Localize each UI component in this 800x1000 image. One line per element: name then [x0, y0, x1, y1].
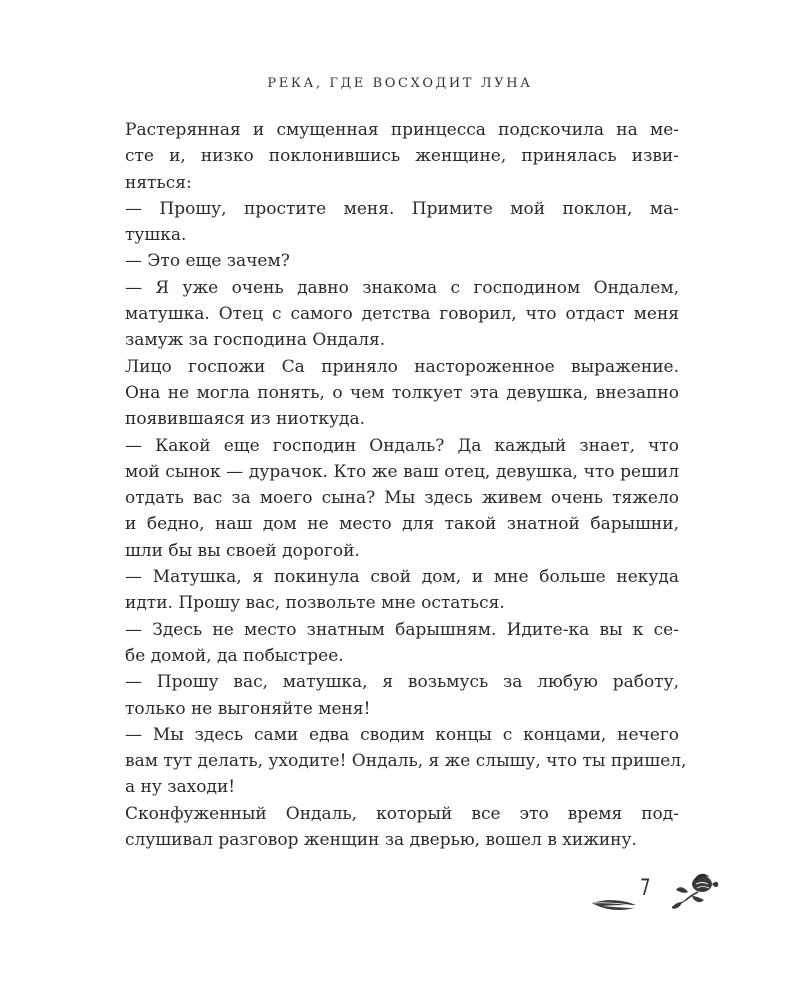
text-line: появившаяся из ниоткуда. — [125, 409, 366, 430]
text-line: идти. Прошу вас, позвольте мне остаться. — [125, 593, 505, 614]
text-line: — Здесь не место знатным барышням. Идите-ка вы к се- — [125, 619, 679, 640]
text-line: шли бы вы своей дорогой. — [125, 540, 360, 561]
text-line: Растерянная и смущенная принцесса подскочила на ме- — [125, 120, 679, 140]
text-line: замуж за господина Ондаля. — [125, 330, 386, 351]
text-line: мой сынок — дурачок. Кто же ваш отец, девушка, что решил — [125, 461, 679, 482]
text-line: и бедно, наш дом не место для такой знатной барышни, — [125, 514, 679, 535]
text-line: — Прошу вас, матушка, я возьмусь за любую работу, — [125, 672, 679, 693]
text-line: — Какой еще господин Ондаль? Да каждый знает, что — [125, 435, 679, 456]
running-head: РЕКА, ГДЕ ВОСХОДИТ ЛУНА — [267, 76, 533, 91]
text-line: матушка. Отец с самого детства говорил, что отдаст меня — [125, 304, 679, 325]
text-line: — Матушка, я покинула свой дом, и мне больше некуда — [125, 567, 679, 588]
paragraph — [93, 248, 679, 274]
text-line: — Я уже очень давно знакома с господином Ондалем, — [125, 277, 679, 298]
flower-icon — [672, 870, 720, 912]
text-line: бе домой, да побыстрее. — [125, 645, 344, 666]
paragraph — [93, 275, 679, 354]
paragraph — [93, 669, 679, 722]
text-line: слушивал разговор женщин за дверью, вошел в хижину. — [125, 830, 637, 851]
page-footer — [590, 870, 730, 920]
paragraph — [93, 196, 679, 249]
paragraph — [93, 801, 679, 854]
paragraph — [93, 433, 679, 564]
paragraph — [93, 354, 679, 433]
text-line: няться: — [125, 172, 192, 193]
text-line: сте и, низко поклонившись женщине, принялась изви- — [125, 146, 679, 167]
page-number: 7 — [640, 876, 651, 901]
text-line: только не выгоняйте меня! — [125, 698, 371, 719]
paragraph — [93, 117, 679, 196]
text-line: — Прошу, простите меня. Примите мой поклон, ма- — [125, 198, 679, 219]
text-line: — Мы здесь сами едва сводим концы с концами, нечего — [125, 724, 679, 745]
text-line: Сконфуженный Ондаль, который все это время под- — [125, 803, 679, 824]
text-line: Она не могла понять, о чем толкует эта девушка, внезапно — [125, 382, 679, 403]
paragraph — [93, 564, 679, 617]
paragraph — [93, 722, 687, 801]
text-line: вам тут делать, уходите! Ондаль, я же слышу, что ты пришел, — [125, 751, 687, 772]
text-line: Лицо госпожи Са приняло настороженное выражение. — [125, 356, 679, 377]
text-line: тушка. — [125, 225, 187, 246]
text-line: а ну заходи! — [125, 777, 236, 798]
text-line: — Это еще зачем? — [125, 251, 290, 272]
paragraph — [93, 617, 679, 670]
body-text — [93, 117, 687, 853]
text-line: отдать вас за моего сына? Мы здесь живем очень тяжело — [125, 488, 679, 509]
